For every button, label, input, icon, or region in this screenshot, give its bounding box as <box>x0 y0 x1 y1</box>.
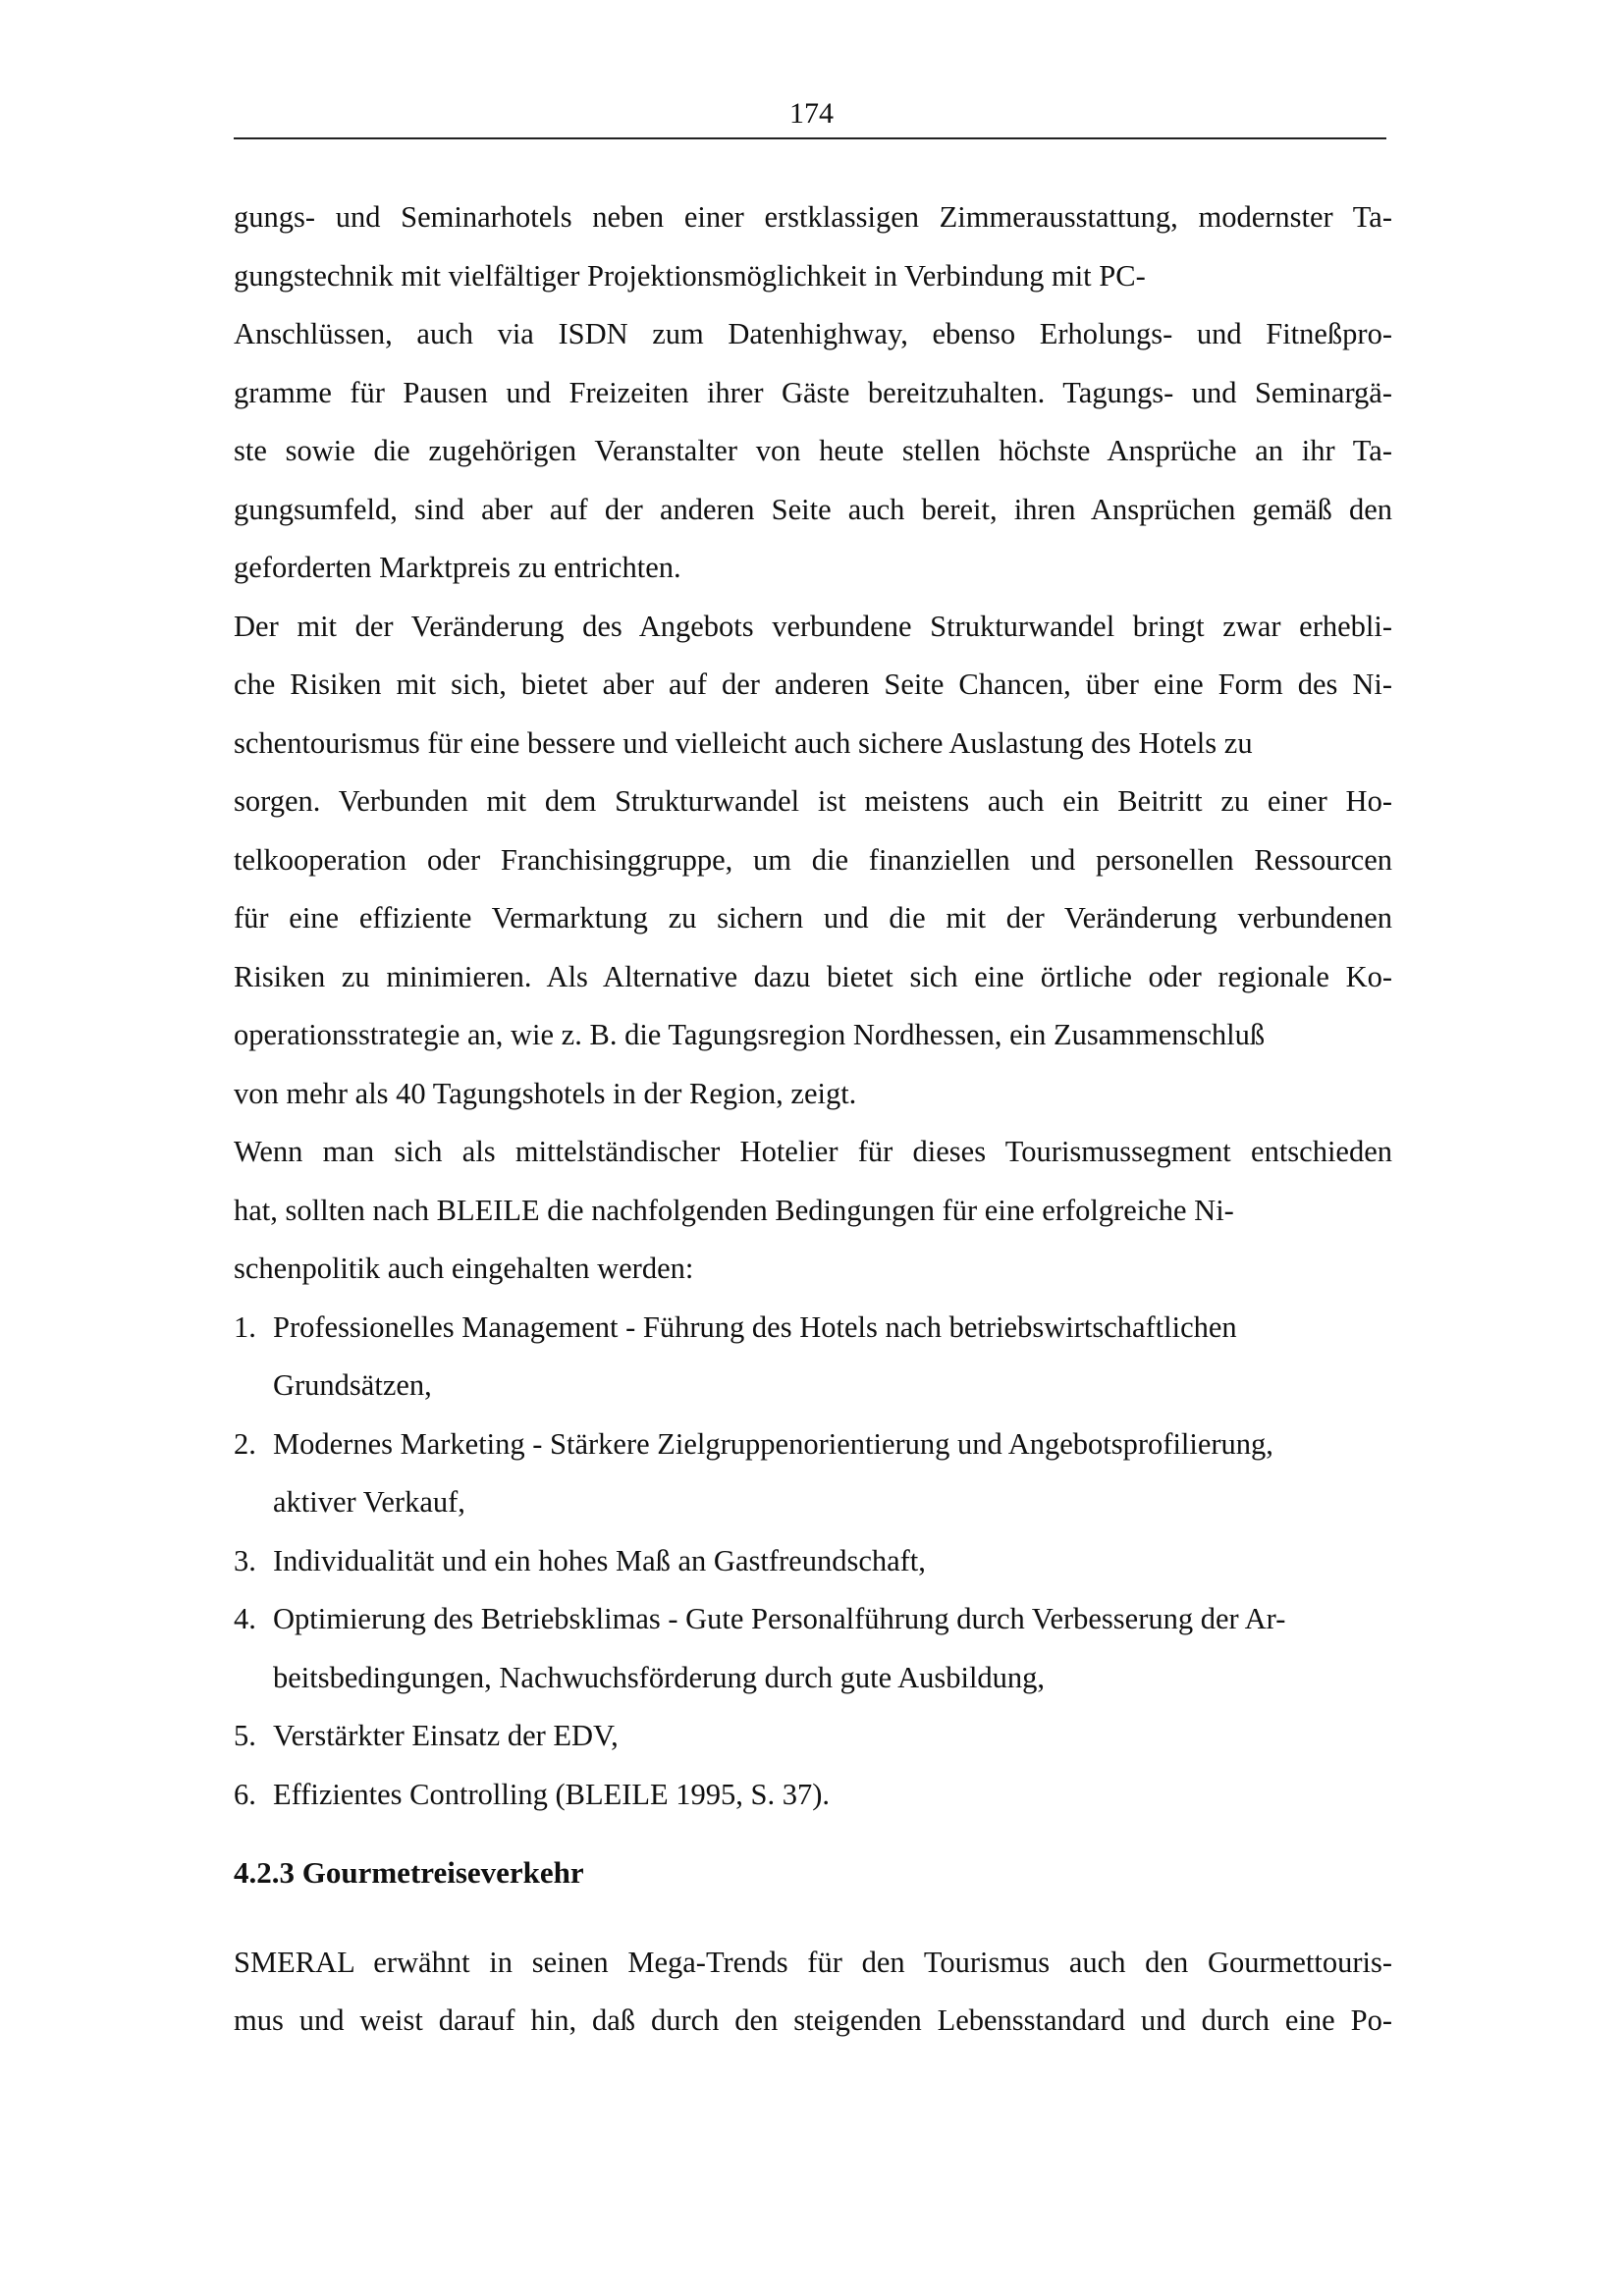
list-item-text: Optimierung des Betriebsklimas - Gute Personalführung durch Verbesserung der Ar- <box>273 1602 1286 1635</box>
text-line: für eine effiziente Vermarktung zu sichern und die mit der Veränderung verbundenen <box>234 901 1392 934</box>
page-body <box>234 188 1392 2051</box>
list-item-text: beitsbedingungen, Nachwuchsförderung durch gute Ausbildung, <box>273 1660 1046 1694</box>
text-line: schentourismus für eine bessere und vielleicht auch sichere Auslastung des Hotels zu <box>234 725 1253 760</box>
paragraph-structural-change <box>234 598 1392 1124</box>
text-line: telkooperation oder Franchisinggruppe, um die finanziellen und personellen Ressourcen <box>234 842 1392 877</box>
list-item-text: aktiver Verkauf, <box>273 1485 465 1519</box>
paragraph-hotel-requirements <box>234 188 1392 598</box>
list-item <box>234 1590 1392 1707</box>
text-line: che Risiken mit sich, bietet aber auf der anderen Seite Chancen, über eine Form des Ni- <box>234 667 1392 701</box>
text-line: von mehr als 40 Tagungshotels in der Region, zeigt. <box>234 1076 857 1110</box>
list-item <box>234 1766 1392 1825</box>
list-item-text: Individualität und ein hohes Maß an Gastfreundschaft, <box>273 1543 926 1577</box>
conditions-list <box>234 1299 1392 1825</box>
list-item-number: 5. <box>234 1719 256 1752</box>
text-line: gramme für Pausen und Freizeiten ihrer Gäste bereitzuhalten. Tagungs- und Seminargä- <box>234 375 1392 409</box>
page-number: 174 <box>789 97 834 130</box>
text-line: Der mit der Veränderung des Angebots verbundene Strukturwandel bringt zwar erhebli- <box>234 609 1392 643</box>
text-line: operationsstrategie an, wie z. B. die Tagungsregion Nordhessen, ein Zusammenschluß <box>234 1018 1266 1051</box>
text-line: Risiken zu minimieren. Als Alternative dazu bietet sich eine örtliche oder regionale Ko- <box>234 959 1392 993</box>
text-line: schenpolitik auch eingehalten werden: <box>234 1252 694 1285</box>
list-item-number: 6. <box>234 1777 256 1811</box>
text-line: hat, sollten nach BLEILE die nachfolgenden Bedingungen für eine erfolgreiche Ni- <box>234 1193 1234 1227</box>
text-line: gungsumfeld, sind aber auf der anderen Seite auch bereit, ihren Ansprüchen gemäß den <box>234 492 1392 526</box>
text-line: Anschlüssen, auch via ISDN zum Datenhighway, ebenso Erholungs- und Fitneßpro- <box>234 317 1392 350</box>
list-item <box>234 1299 1392 1415</box>
list-item-number: 3. <box>234 1543 256 1577</box>
text-line: mus und weist darauf hin, daß durch den steigenden Lebensstandard und durch eine Po- <box>234 2003 1392 2037</box>
list-item-number: 4. <box>234 1602 256 1635</box>
list-item <box>234 1415 1392 1532</box>
text-line: ste sowie die zugehörigen Veranstalter von heute stellen höchste Ansprüche an ihr Ta- <box>234 434 1392 467</box>
paragraph-gourmet-tourism <box>234 1934 1392 2051</box>
list-item-text: Effizientes Controlling (BLEILE 1995, S. 37). <box>273 1777 830 1811</box>
text-line: sorgen. Verbunden mit dem Strukturwandel ist meistens auch ein Beitritt zu einer Ho- <box>234 784 1392 818</box>
list-item-text: Verstärkter Einsatz der EDV, <box>273 1719 619 1752</box>
list-item-text: Grundsätzen, <box>273 1368 432 1402</box>
header-rule <box>234 137 1386 139</box>
text-line: Wenn man sich als mittelständischer Hotelier für dieses Tourismussegment entschieden <box>234 1135 1392 1168</box>
list-item-number: 2. <box>234 1426 256 1461</box>
list-item <box>234 1707 1392 1766</box>
text-line: gungs- und Seminarhotels neben einer erstklassigen Zimmerausstattung, modernster Ta- <box>234 200 1392 234</box>
list-item-text: Modernes Marketing - Stärkere Zielgruppenorientierung und Angebotsprofilierung, <box>273 1426 1273 1461</box>
text-line: gungstechnik mit vielfältiger Projektionsmöglichkeit in Verbindung mit PC- <box>234 258 1146 293</box>
section-heading: 4.2.3 Gourmetreiseverkehr <box>234 1855 584 1890</box>
list-item <box>234 1532 1392 1591</box>
text-line: geforderten Marktpreis zu entrichten. <box>234 551 681 584</box>
paragraph-niche-conditions <box>234 1123 1392 1299</box>
text-line: SMERAL erwähnt in seinen Mega-Trends für den Tourismus auch den Gourmettouris- <box>234 1945 1392 1979</box>
list-item-text: Professionelles Management - Führung des Hotels nach betriebswirtschaftlichen <box>273 1309 1237 1344</box>
list-item-number: 1. <box>234 1309 256 1344</box>
